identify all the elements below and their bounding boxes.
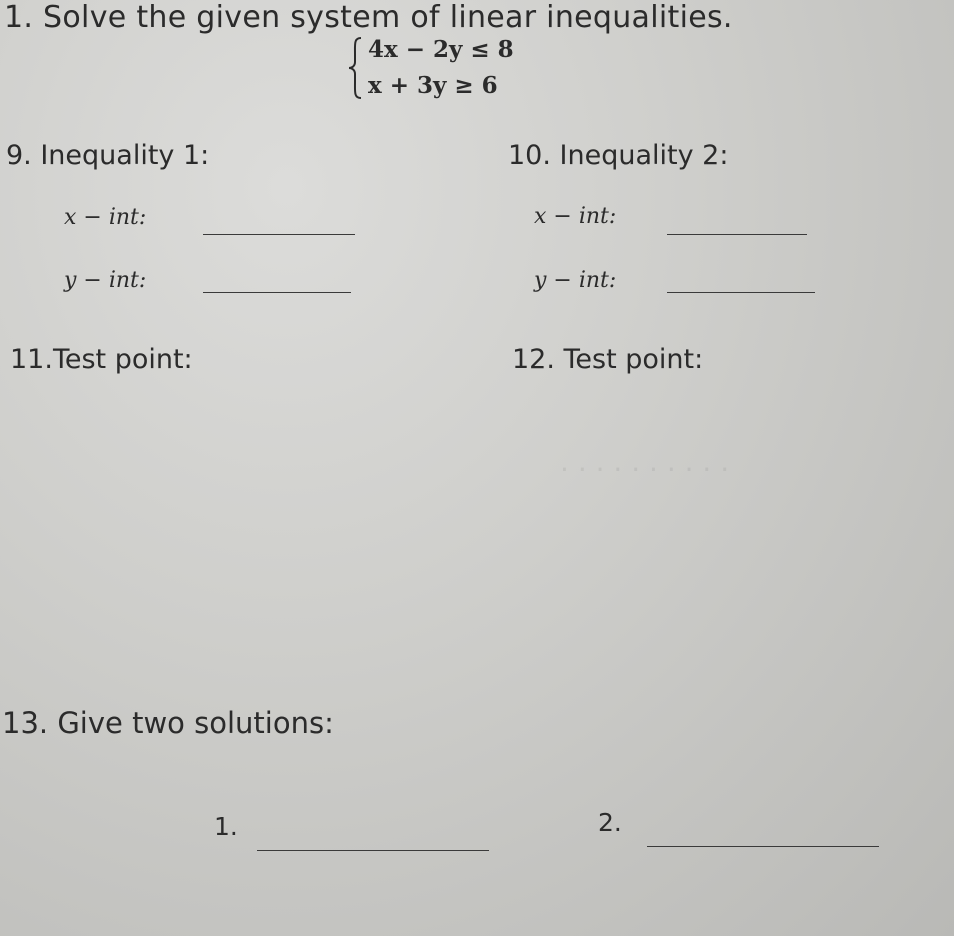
- solution-1-answer-line[interactable]: [257, 850, 489, 851]
- bleed-through-texture: . . . . . . . . . .: [560, 445, 730, 478]
- q9-x-int-answer-line[interactable]: [203, 234, 355, 235]
- q13-label: 13. Give two solutions:: [2, 706, 334, 740]
- q9-x-int-label: x − int:: [64, 205, 147, 230]
- q10-x-int-label: x − int:: [534, 204, 617, 229]
- q11-label: 11.Test point:: [10, 344, 193, 375]
- q10-x-int-answer-line[interactable]: [667, 234, 807, 235]
- q10-label: 10. Inequality 2:: [508, 140, 729, 171]
- inequality-system: [346, 34, 576, 102]
- solution-1-label: 1.: [214, 812, 238, 841]
- solution-2-answer-line[interactable]: [647, 846, 879, 847]
- problem-title: 1. Solve the given system of linear inequalities.: [4, 0, 733, 35]
- q12-label: 12. Test point:: [512, 344, 704, 375]
- inequality-1: 4x − 2y ≤ 8: [368, 36, 514, 63]
- q10-y-int-label: y − int:: [534, 268, 617, 293]
- inequality-2: x + 3y ≥ 6: [368, 72, 498, 99]
- solution-2-label: 2.: [598, 808, 622, 837]
- q9-label: 9. Inequality 1:: [6, 140, 210, 171]
- brace-icon: [346, 34, 366, 102]
- q9-y-int-answer-line[interactable]: [203, 292, 351, 293]
- q10-y-int-answer-line[interactable]: [667, 292, 815, 293]
- q9-y-int-label: y − int:: [64, 268, 147, 293]
